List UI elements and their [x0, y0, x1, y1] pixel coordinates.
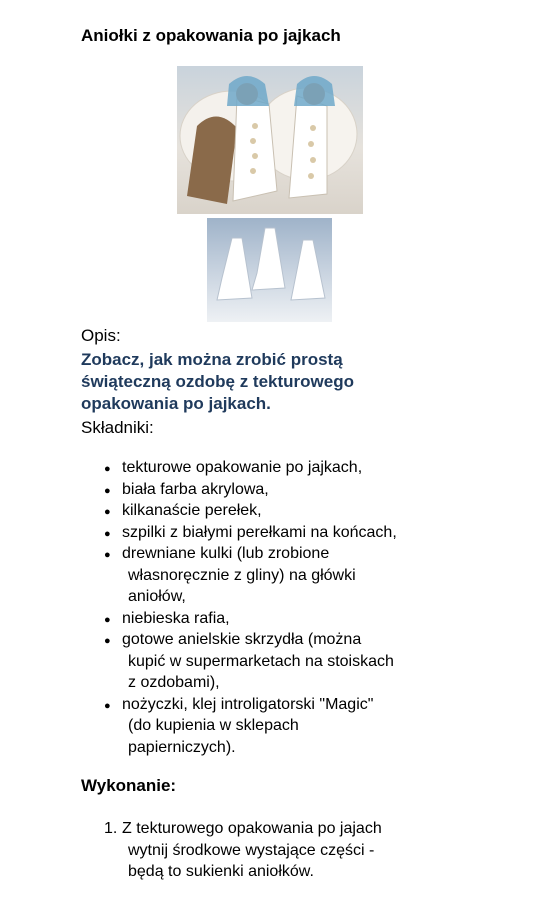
- intro-line: opakowania po jajkach.: [81, 394, 271, 413]
- wykonanie-heading: Wykonanie:: [81, 776, 177, 795]
- ingredients-list: [100, 457, 460, 758]
- list-item: ● biała farba akrylowa,: [100, 479, 460, 501]
- step-number: 1.: [104, 820, 118, 837]
- list-item: 1. Z tekturowego opakowania po jajach wytnij środkowe wystające części - będą to sukienki aniołków.: [104, 820, 382, 880]
- list-item: ● kilkanaście perełek,: [100, 500, 460, 522]
- bullet-icon: ●: [104, 506, 111, 518]
- intro-line: świąteczną ozdobę z tekturowego: [81, 372, 354, 391]
- cones-illustration: [207, 218, 332, 322]
- list-item: ● tekturowe opakowanie po jajkach,: [100, 457, 460, 479]
- cones-photo: [207, 218, 332, 322]
- bullet-icon: ●: [104, 635, 111, 647]
- angels-illustration: [177, 66, 363, 214]
- list-item: ● drewniane kulki (lub zrobione własnoręcznie z gliny) na główki aniołów,: [104, 545, 356, 605]
- bullet-icon: ●: [104, 484, 111, 497]
- list-item: ● gotowe anielskie skrzydła (można kupić w supermarketach na stoiskach z ozdobami),: [104, 631, 394, 691]
- page-title: Aniołki z opakowania po jajkach: [81, 26, 341, 45]
- angels-photo: [177, 66, 363, 214]
- list-item: ● szpilki z białymi perełkami na końcach,: [100, 522, 460, 544]
- skladniki-label: Składniki:: [81, 418, 154, 437]
- bullet-icon: ●: [104, 699, 111, 712]
- steps-list: [104, 818, 444, 883]
- bullet-icon: ●: [104, 613, 111, 626]
- bullet-icon: ●: [104, 527, 111, 540]
- intro-line: Zobacz, jak można zrobić prostą: [81, 350, 343, 369]
- list-item: ● nożyczki, klej introligatorski "Magic" (do kupienia w sklepach papierniczych).: [104, 695, 374, 756]
- bullet-icon: ●: [104, 549, 111, 561]
- intro-text: [81, 349, 411, 415]
- opis-label: Opis:: [81, 326, 121, 345]
- list-item: ● niebieska rafia,: [100, 608, 460, 630]
- bullet-icon: ●: [104, 463, 111, 475]
